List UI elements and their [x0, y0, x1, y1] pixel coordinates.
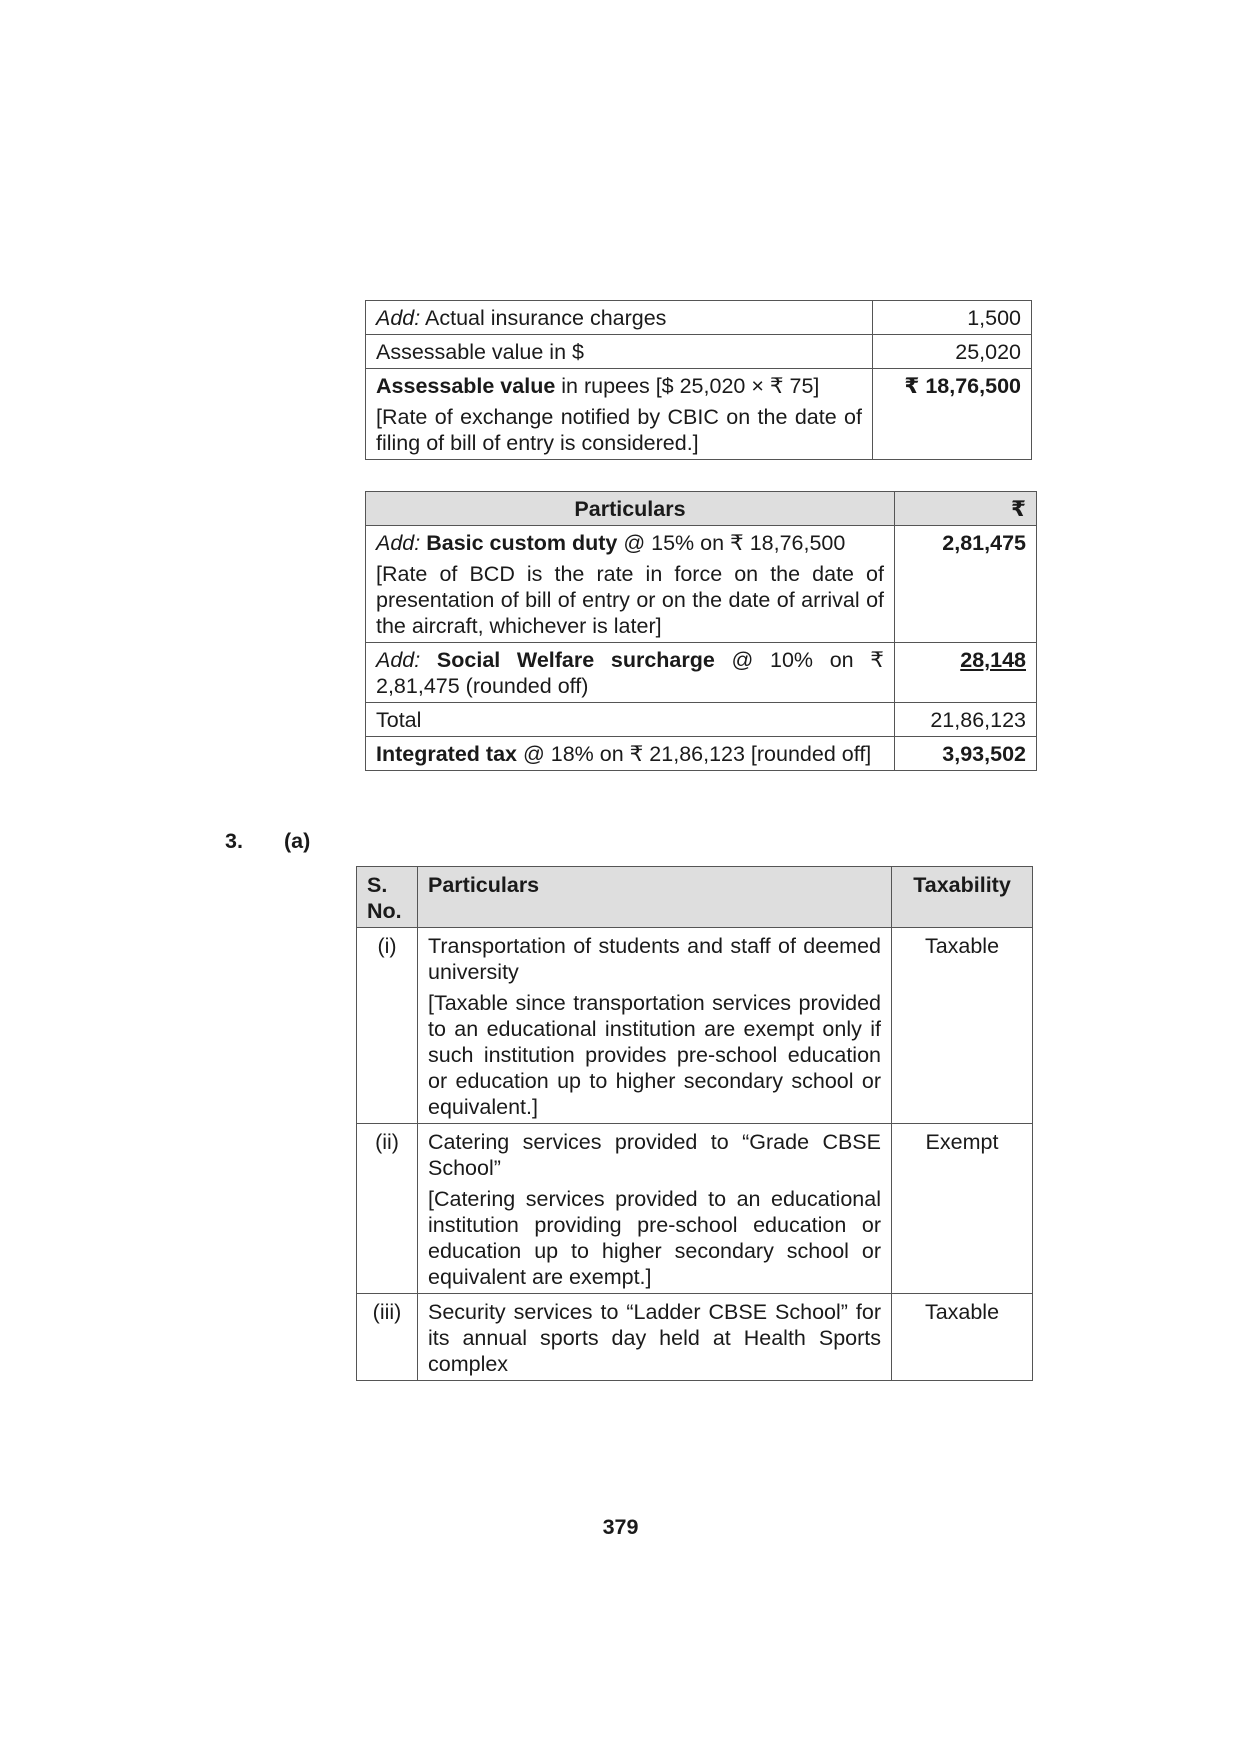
particulars-cell: Assessable value in rupees [$ 25,020 × ₹ 75] [Rate of exchange notified by CBIC on the date of filing of bill of entry is considered.]: [366, 369, 873, 460]
column-header-particulars: Particulars: [366, 492, 895, 526]
amount-cell: 2,81,475: [895, 526, 1037, 643]
amount-cell: 25,020: [873, 335, 1032, 369]
table-row: [357, 1294, 1033, 1381]
note-text: [Catering services provided to an educational institution providing pre-school education or education up to higher secondary school or equivalent are exempt.]: [428, 1187, 881, 1289]
question-number: 3.: [225, 829, 243, 853]
table-row: [366, 737, 1037, 771]
table-row: [357, 928, 1033, 1124]
page-number: 379: [602, 1515, 639, 1539]
note-text: [Rate of BCD is the rate in force on the date of presentation of bill of entry or on the date of arrival of the aircraft, whichever is later]: [376, 562, 884, 638]
amount-cell: ₹ 18,76,500: [873, 369, 1032, 460]
column-header-sno: S. No.: [357, 867, 418, 928]
table-header-row: [366, 492, 1037, 526]
taxability-cell: Taxable: [892, 928, 1033, 1124]
table-row: [366, 369, 1032, 460]
table-row: [357, 1124, 1033, 1294]
particulars-cell: Assessable value in $: [366, 335, 873, 369]
serial-number: (i): [357, 928, 418, 1124]
amount-cell: 3,93,502: [895, 737, 1037, 771]
column-header-amount: ₹: [895, 492, 1037, 526]
particulars-cell: Add: Social Welfare surcharge @ 10% on ₹ 2,81,475 (rounded off): [366, 643, 895, 703]
table-row: [366, 335, 1032, 369]
particulars-cell: Integrated tax @ 18% on ₹ 21,86,123 [rounded off]: [366, 737, 895, 771]
note-text: [Taxable since transportation services provided to an educational institution are exempt only if such institution provides pre-school education or education up to higher secondary school or equivalent.]: [428, 991, 881, 1119]
table-row: [366, 643, 1037, 703]
taxability-table: [356, 866, 1033, 1381]
column-header-taxability: Taxability: [892, 867, 1033, 928]
note-text: [Rate of exchange notified by CBIC on the date of filing of bill of entry is considered.]: [376, 405, 862, 455]
amount-cell: 28,148: [895, 643, 1037, 703]
taxability-cell: Exempt: [892, 1124, 1033, 1294]
taxability-cell: Taxable: [892, 1294, 1033, 1381]
table-row: [366, 703, 1037, 737]
particulars-cell: Add: Actual insurance charges: [366, 301, 873, 335]
serial-number: (iii): [357, 1294, 418, 1381]
particulars-cell: Transportation of students and staff of deemed university [Taxable since transportation services provided to an educational institution are exempt only if such institution provides pre-school education or education up to higher secondary school or equivalent.]: [418, 928, 892, 1124]
add-prefix: Add:: [376, 306, 421, 330]
amount-cell: 1,500: [873, 301, 1032, 335]
table-row: [366, 301, 1032, 335]
question-part: (a): [284, 829, 311, 853]
table-header-row: [357, 867, 1033, 928]
duty-computation-table: [365, 491, 1037, 771]
particulars-cell: Security services to “Ladder CBSE School” for its annual sports day held at Health Sports complex: [418, 1294, 892, 1381]
amount-cell: 21,86,123: [895, 703, 1037, 737]
valuation-table: [365, 300, 1032, 460]
column-header-particulars: Particulars: [418, 867, 892, 928]
serial-number: (ii): [357, 1124, 418, 1294]
particulars-cell: Total: [366, 703, 895, 737]
table-row: [366, 526, 1037, 643]
particulars-cell: Catering services provided to “Grade CBSE School” [Catering services provided to an educational institution providing pre-school education or education up to higher secondary school or equivalent are exempt.]: [418, 1124, 892, 1294]
particulars-cell: Add: Basic custom duty @ 15% on ₹ 18,76,500 [Rate of BCD is the rate in force on the date of presentation of bill of entry or on the date of arrival of the aircraft, whichever is later]: [366, 526, 895, 643]
